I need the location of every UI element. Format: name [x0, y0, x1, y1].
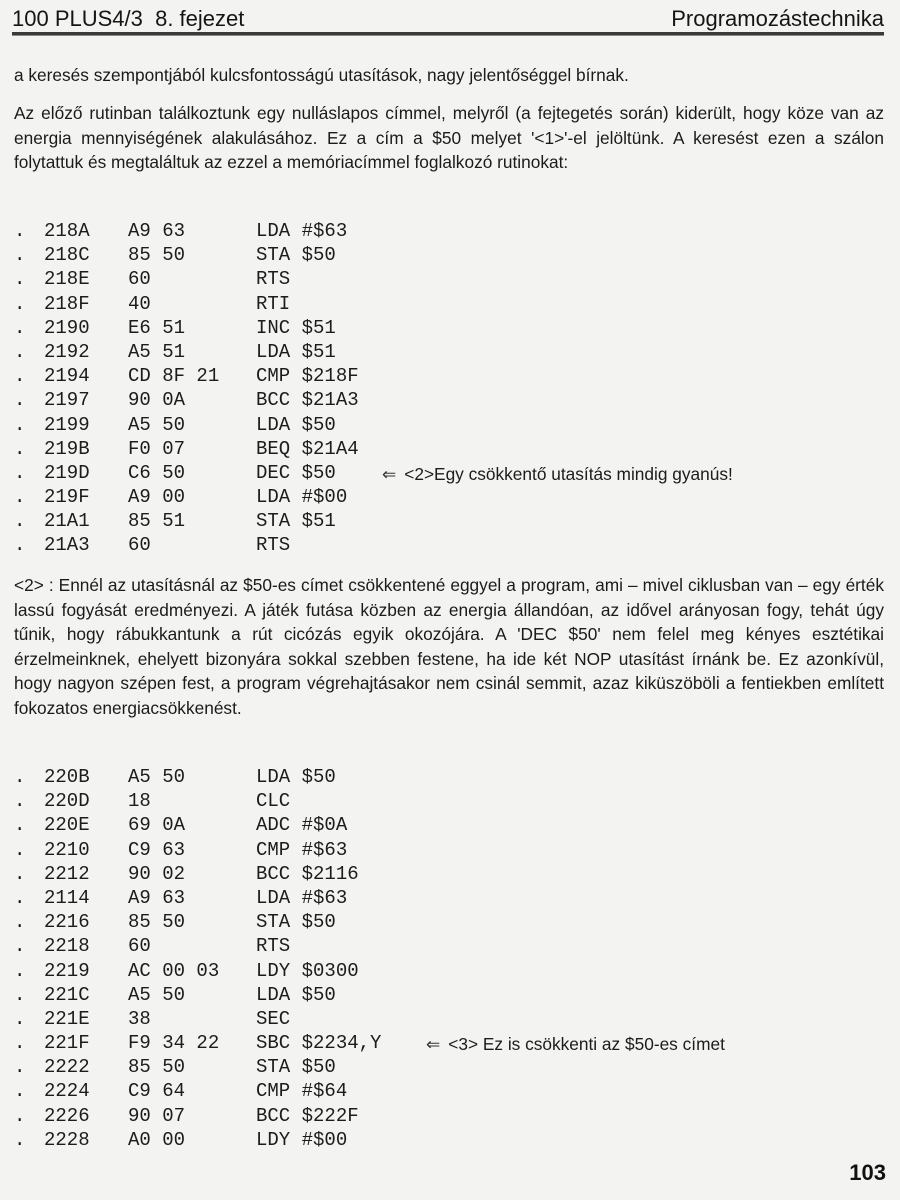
address: 219F — [44, 486, 90, 509]
instruction: STA $51 — [256, 510, 336, 533]
opcode-bytes: 18 — [128, 790, 151, 813]
opcode-bytes: A5 50 — [128, 983, 186, 1006]
opcode-bytes: 85 50 — [128, 1056, 186, 1079]
address: 2224 — [44, 1080, 90, 1103]
line-dot: . — [14, 534, 26, 557]
instruction: BCC $222F — [256, 1104, 359, 1127]
line-dot: . — [14, 838, 26, 861]
line-dot: . — [14, 814, 26, 837]
annotation-text: <3> Ez is csökkenti az $50-es címet — [448, 1034, 725, 1055]
instruction: LDA #$63 — [256, 886, 348, 909]
line-dot: . — [14, 1007, 26, 1030]
instruction: BEQ $21A4 — [256, 437, 359, 460]
address: 219B — [44, 437, 90, 460]
instruction: RTS — [256, 935, 291, 958]
opcode-bytes: 85 51 — [128, 510, 186, 533]
line-dot: . — [14, 389, 26, 412]
paragraph-intro: a keresés szempontjából kulcsfontosságú utasítások, nagy jelentőséggel bírnak. — [14, 65, 629, 85]
line-dot: . — [14, 886, 26, 909]
instruction: LDY $0300 — [256, 959, 359, 982]
instruction: ADC #$0A — [256, 814, 348, 837]
opcode-bytes: 60 — [128, 268, 151, 291]
address: 219D — [44, 461, 90, 484]
line-dot: . — [14, 1128, 26, 1151]
instruction: LDA #$63 — [256, 220, 348, 242]
opcode-bytes: 69 0A — [128, 814, 186, 837]
address: 2212 — [44, 862, 90, 885]
line-dot: . — [14, 220, 26, 242]
address: 21A3 — [44, 534, 90, 557]
line-dot: . — [14, 244, 26, 267]
instruction: STA $50 — [256, 1056, 336, 1079]
opcode-bytes: 85 50 — [128, 911, 186, 934]
line-dot: . — [14, 461, 26, 484]
line-dot: . — [14, 1056, 26, 1079]
opcode-bytes: A9 63 — [128, 886, 186, 909]
opcode-bytes: CD 8F 21 — [128, 365, 220, 388]
line-dot: . — [14, 316, 26, 339]
opcode-bytes: C6 50 — [128, 461, 186, 484]
opcode-bytes: A9 00 — [128, 486, 186, 509]
address: 220B — [44, 766, 90, 788]
instruction: RTS — [256, 268, 291, 291]
instruction: SBC $2234,Y — [256, 1032, 382, 1055]
address: 2190 — [44, 316, 90, 339]
left-double-arrow-icon: ⇐ — [426, 1035, 441, 1055]
address: 21A1 — [44, 510, 90, 533]
instruction: INC $51 — [256, 316, 336, 339]
opcode-bytes: 90 0A — [128, 389, 186, 412]
instruction: SEC — [256, 1007, 291, 1030]
line-dot: . — [14, 1104, 26, 1127]
address: 2218 — [44, 935, 90, 958]
address: 2194 — [44, 365, 90, 388]
address: 218A — [44, 220, 90, 242]
line-dot: . — [14, 437, 26, 460]
line-dot: . — [14, 790, 26, 813]
address: 218C — [44, 244, 90, 267]
address: 2226 — [44, 1104, 90, 1127]
line-dot: . — [14, 292, 26, 315]
line-dot: . — [14, 268, 26, 291]
opcode-bytes: 40 — [128, 292, 151, 315]
paragraph-context: Az előző rutinban találkoztunk egy nulláslapos címmel, melyről (a fejtegetés során) kiderült, hogy köze van az energia mennyiségének alakulásához. Ez a cím a $50 melyet '<1>'-el jelöltünk. A keresést ezen a szálon folytattuk és megtaláltuk az ezzel a memóriacímmel foglalkozó rutinokat: — [14, 103, 884, 172]
address: 221C — [44, 983, 90, 1006]
annotation-text: <2>Egy csökkentő utasítás mindig gyanús! — [404, 463, 733, 484]
line-dot: . — [14, 510, 26, 533]
instruction: LDA #$00 — [256, 486, 348, 509]
instruction: CMP $218F — [256, 365, 359, 388]
address: 2228 — [44, 1128, 90, 1151]
line-dot: . — [14, 935, 26, 958]
instruction: BCC $21A3 — [256, 389, 359, 412]
opcode-bytes: A5 50 — [128, 766, 186, 788]
line-dot: . — [14, 365, 26, 388]
address: 2114 — [44, 886, 90, 909]
instruction: RTI — [256, 292, 291, 315]
opcode-bytes: 38 — [128, 1007, 151, 1030]
address: 218E — [44, 268, 90, 291]
opcode-bytes: 90 07 — [128, 1104, 186, 1127]
line-dot: . — [14, 413, 26, 436]
annotation — [426, 1032, 725, 1057]
address: 2222 — [44, 1056, 90, 1079]
address: 2192 — [44, 340, 90, 363]
address: 2197 — [44, 389, 90, 412]
line-dot: . — [14, 862, 26, 885]
opcode-bytes: A5 50 — [128, 413, 186, 436]
line-dot: . — [14, 486, 26, 509]
line-dot: . — [14, 340, 26, 363]
annotation — [382, 462, 733, 487]
opcode-bytes: 90 02 — [128, 862, 186, 885]
address: 2199 — [44, 413, 90, 436]
page-number: 103 — [849, 1160, 886, 1185]
opcode-bytes: C9 64 — [128, 1080, 186, 1103]
instruction: LDY #$00 — [256, 1128, 348, 1151]
address: 221F — [44, 1032, 90, 1055]
line-dot: . — [14, 911, 26, 934]
instruction: LDA $50 — [256, 413, 336, 436]
opcode-bytes: A5 51 — [128, 340, 186, 363]
instruction: LDA $50 — [256, 983, 336, 1006]
line-dot: . — [14, 766, 26, 788]
instruction: LDA $51 — [256, 340, 336, 363]
opcode-bytes: 60 — [128, 534, 151, 557]
header-chapter: 100 PLUS4/3 8. fejezet — [12, 6, 245, 31]
address: 220E — [44, 814, 90, 837]
line-dot: . — [14, 1080, 26, 1103]
instruction: LDA $50 — [256, 766, 336, 788]
opcode-bytes: 85 50 — [128, 244, 186, 267]
opcode-bytes: F9 34 22 — [128, 1032, 220, 1055]
instruction: STA $50 — [256, 911, 336, 934]
opcode-bytes: E6 51 — [128, 316, 186, 339]
line-dot: . — [14, 983, 26, 1006]
opcode-bytes: F0 07 — [128, 437, 186, 460]
address: 2210 — [44, 838, 90, 861]
opcode-bytes: 60 — [128, 935, 151, 958]
instruction: CMP #$63 — [256, 838, 348, 861]
left-double-arrow-icon: ⇐ — [382, 464, 397, 484]
instruction: RTS — [256, 534, 291, 557]
opcode-bytes: A9 63 — [128, 220, 186, 242]
instruction: CLC — [256, 790, 291, 813]
line-dot: . — [14, 959, 26, 982]
address: 218F — [44, 292, 90, 315]
paragraph-explanation: <2> : Ennél az utasításnál az $50-es címet csökkentené eggyel a program, ami – mivel ciklusban van – egy érték lassú fogyását eredményezi. A játék futása közben az energia állandóan, az idővel arányosan fogy, tehát úgy tűnik, hogy rábukkantunk a rút cicózás egyik okozójára. A 'DEC $50' nem felel meg kényes esztétikai érzelmeinknek, ehelyett bizonyára sokkal szebben festene, ha ide két NOP utasítást írnánk be. Ez azonkívül, hogy nagyon szépen fest, a program végrehajtásakor nem csinál semmit, azaz kiküszöböli a fentiekben említett fokozatos energiacsökkenést. — [14, 575, 884, 718]
address: 2219 — [44, 959, 90, 982]
instruction: BCC $2116 — [256, 862, 359, 885]
instruction: STA $50 — [256, 244, 336, 267]
opcode-bytes: C9 63 — [128, 838, 186, 861]
instruction: DEC $50 — [256, 461, 336, 484]
opcode-bytes: AC 00 03 — [128, 959, 220, 982]
address: 221E — [44, 1007, 90, 1030]
address: 2216 — [44, 911, 90, 934]
address: 220D — [44, 790, 90, 813]
header-rule — [12, 32, 884, 36]
instruction: CMP #$64 — [256, 1080, 348, 1103]
opcode-bytes: A0 00 — [128, 1128, 186, 1151]
line-dot: . — [14, 1032, 26, 1055]
header-section-title: Programozástechnika — [671, 6, 884, 31]
